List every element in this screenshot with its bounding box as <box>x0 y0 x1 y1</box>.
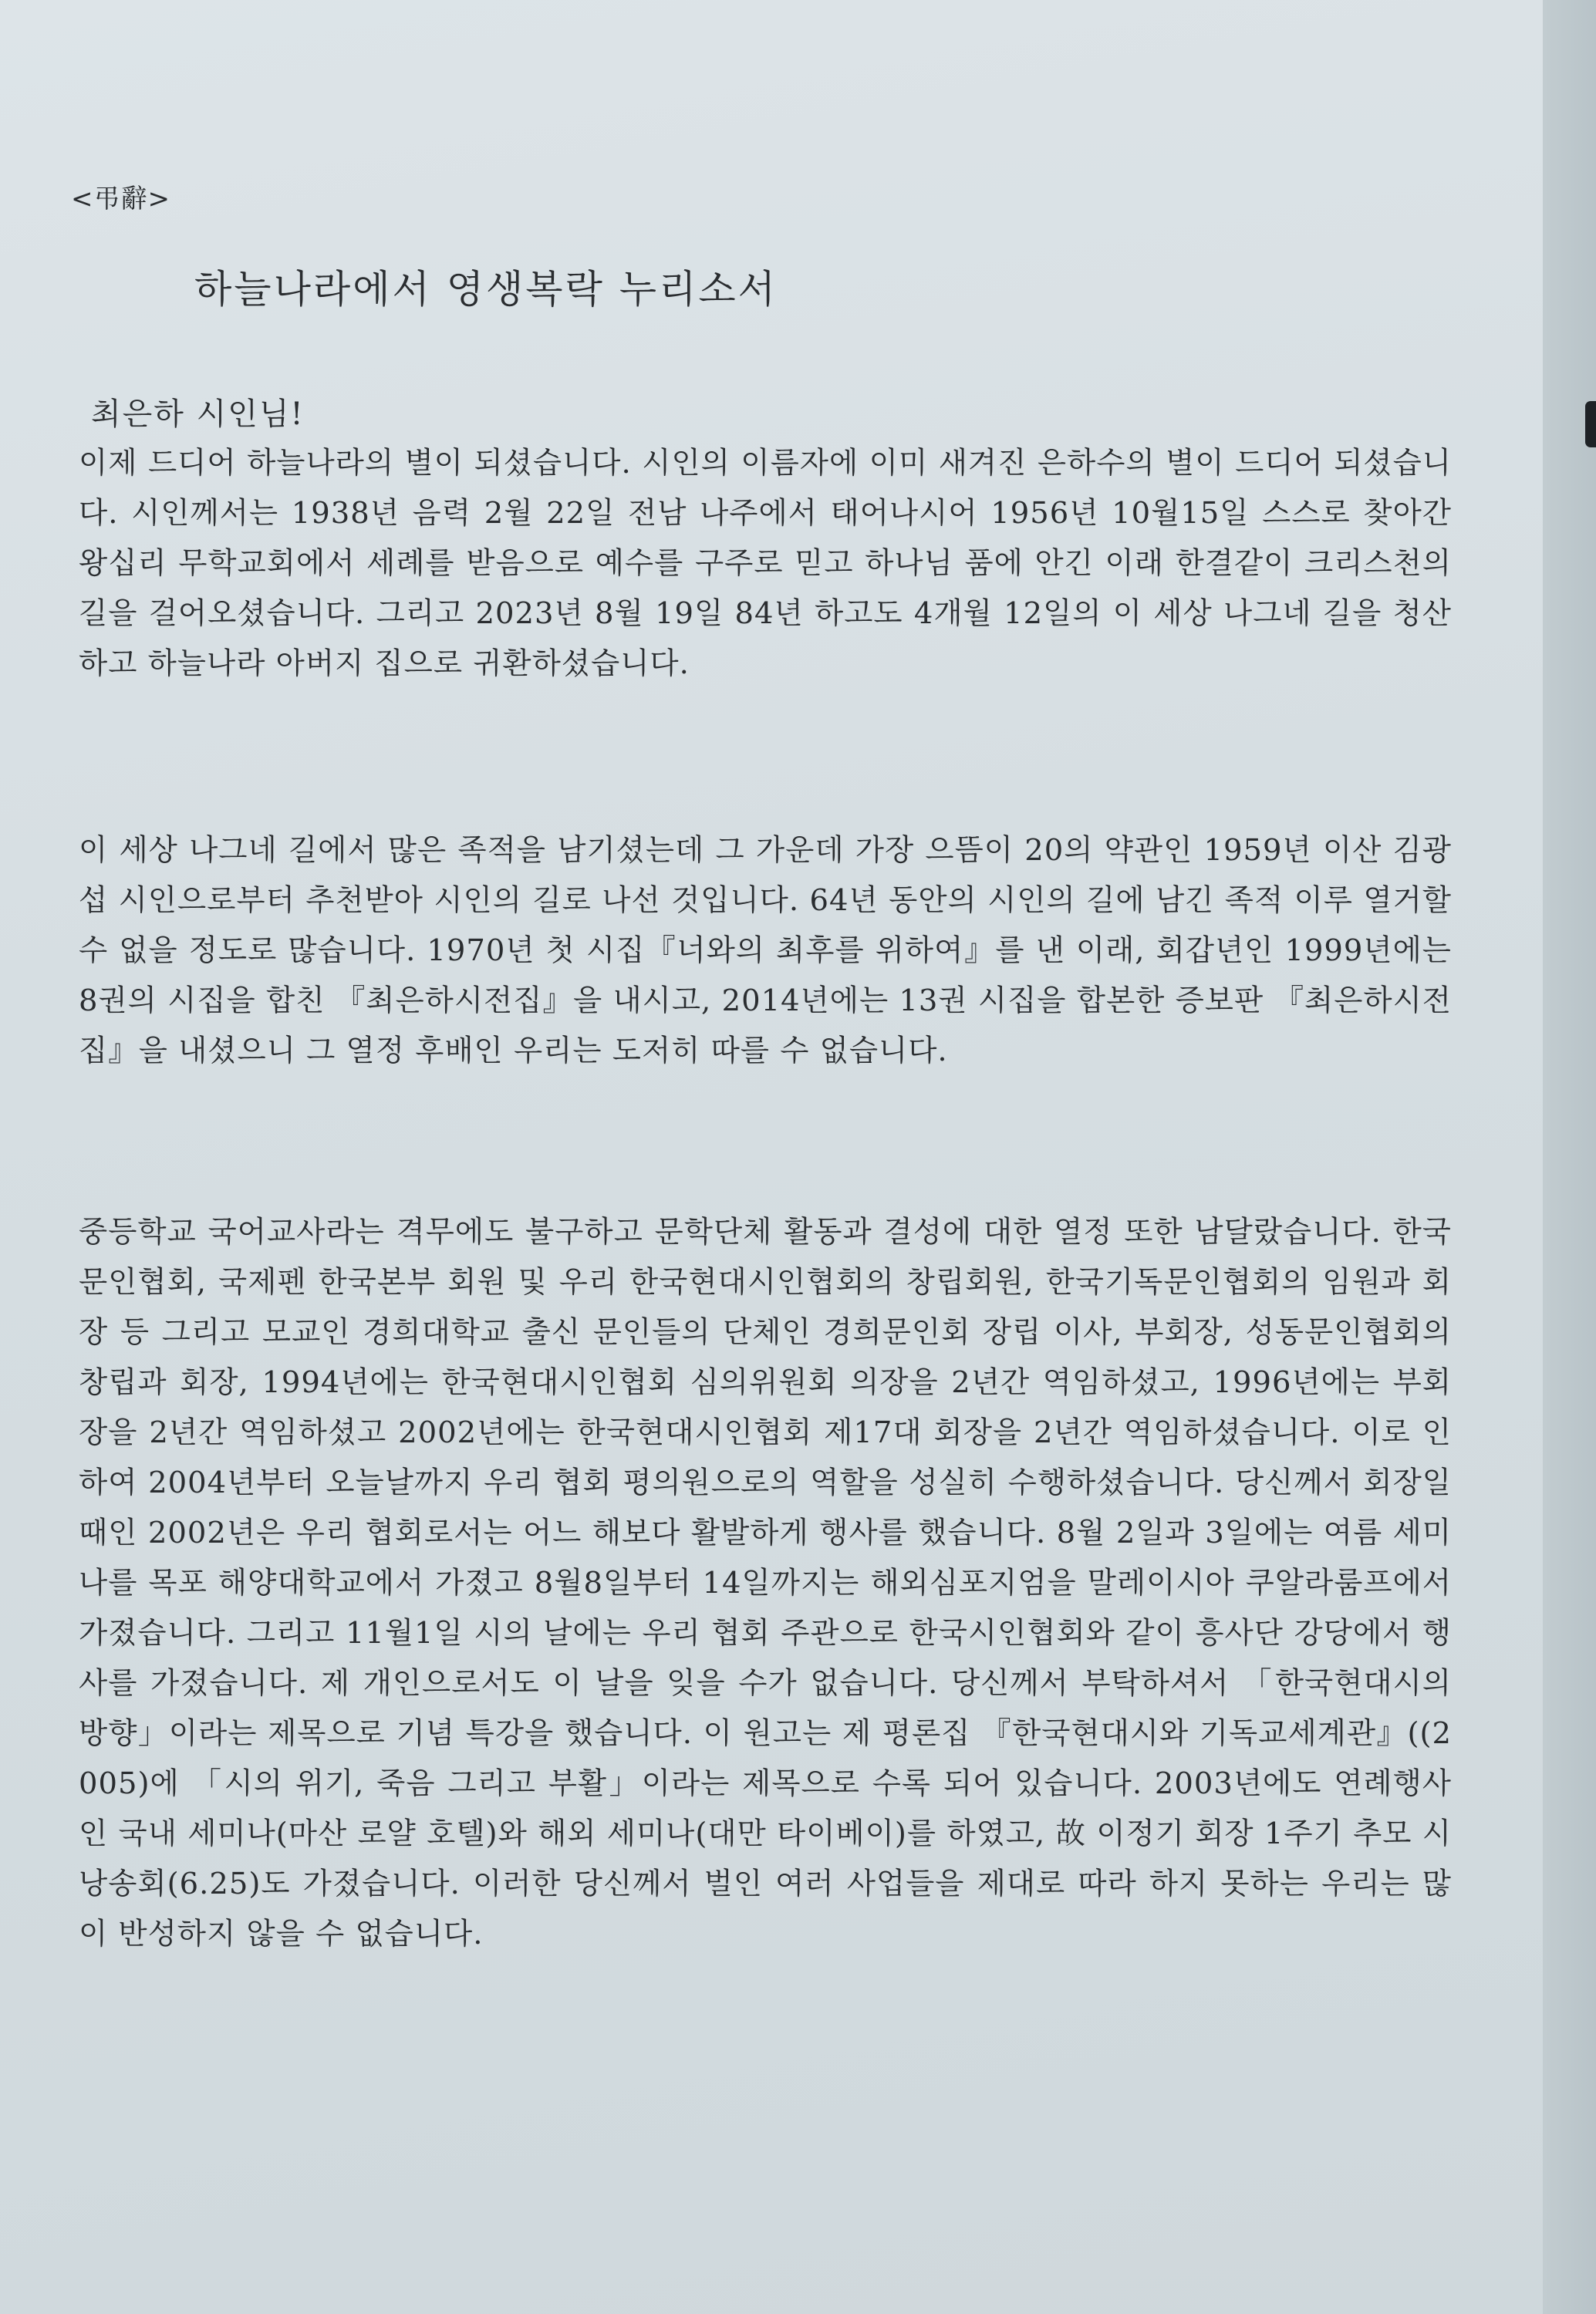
paragraph-3: 중등학교 국어교사라는 격무에도 불구하고 문학단체 활동과 결성에 대한 열정 또한 남달랐습니다. 한국문인협회, 국제펜 한국본부 회원 및 우리 한국현대시인협회의 창립회원, 한국기독문인협회의 임원과 회장 등 그리고 모교인 경희대학교 출신 문인들의 단체인 경희문인회 장립 이사, 부회장, 성동문인협회의 창립과 회장, 1994년에는 한국현대시인협회 심의위원회 의장을 2년간 역임하셨고, 1996년에는 부회장을 2년간 역임하셨고 2002년에는 한국현대시인협회 제17대 회장을 2년간 역임하셨습니다. 이로 인하여 2004년부터 오늘날까지 우리 협회 평의원으로의 역할을 성실히 수행하셨습니다. 당신께서 회장일 때인 2002년은 우리 협회로서는 어느 해보다 활발하게 행사를 했습니다. 8월 2일과 3일에는 여름 세미나를 목포 해양대학교에서 가졌고 8월8일부터 14일까지는 해외심포지엄을 말레이시아 쿠알라룸프에서 가졌습니다. 그리고 11월1일 시의 날에는 우리 협회 주관으로 한국시인협회와 같이 흥사단 강당에서 행사를 가졌습니다. 제 개인으로서도 이 날을 잊을 수가 없습니다. 당신께서 부탁하셔서 「한국현대시의 방향」이라는 제목으로 기념 특강을 했습니다. 이 원고는 제 평론집 『한국현대시와 기독교세계관』((2005)에 「시의 위기, 죽음 그리고 부활」이라는 제목으로 수록 되어 있습니다. 2003년에도 연례행사인 국내 세미나(마산 로얄 호텔)와 해외 세미나(대만 타이베이)를 하였고, 故 이정기 회장 1주기 추모 시낭송회(6.25)도 가졌습니다. 이러한 당신께서 벌인 여러 사업들을 제대로 따라 하지 못하는 우리는 많이 반성하지 않을 수 없습니다. <box>79 1215 1452 1951</box>
greeting: 최은하 시인님! <box>91 396 305 432</box>
paragraph-2: 이 세상 나그네 길에서 많은 족적을 남기셨는데 그 가운데 가장 으뜸이 20의 약관인 1959년 이산 김광섭 시인으로부터 추천받아 시인의 길로 나선 것입니다. 64년 동안의 시인의 길에 남긴 족적 이루 열거할 수 없을 정도로 많습니다. 1970년 첫 시집『너와의 최후를 위하여』를 낸 이래, 회갑년인 1999년에는 8권의 시집을 합친 『최은하시전집』을 내시고, 2014년에는 13권 시집을 합본한 증보판 『최은하시전집』을 내셨으니 그 열정 후배인 우리는 도저히 따를 수 없습니다. <box>79 833 1452 1068</box>
background-edge <box>1543 0 1596 2314</box>
document-label: <弔辭> <box>71 184 170 214</box>
page-edge-mark <box>1585 401 1596 447</box>
paragraph-1: 이제 드디어 하늘나라의 별이 되셨습니다. 시인의 이름자에 이미 새겨진 은하수의 별이 드디어 되셨습니다. 시인께서는 1938년 음력 2월 22일 전남 나주에서 태어나시어 1956년 10월15일 스스로 찾아간 왕십리 무학교회에서 세례를 받음으로 예수를 구주로 믿고 하나님 품에 안긴 이래 한결같이 크리스천의 길을 걸어오셨습니다. 그리고 2023년 8월 19일 84년 하고도 4개월 12일의 이 세상 나그네 길을 청산하고 하늘나라 아버지 집으로 귀환하셨습니다. <box>79 446 1452 681</box>
document-title: 하늘나라에서 영생복락 누리소서 <box>194 267 778 312</box>
